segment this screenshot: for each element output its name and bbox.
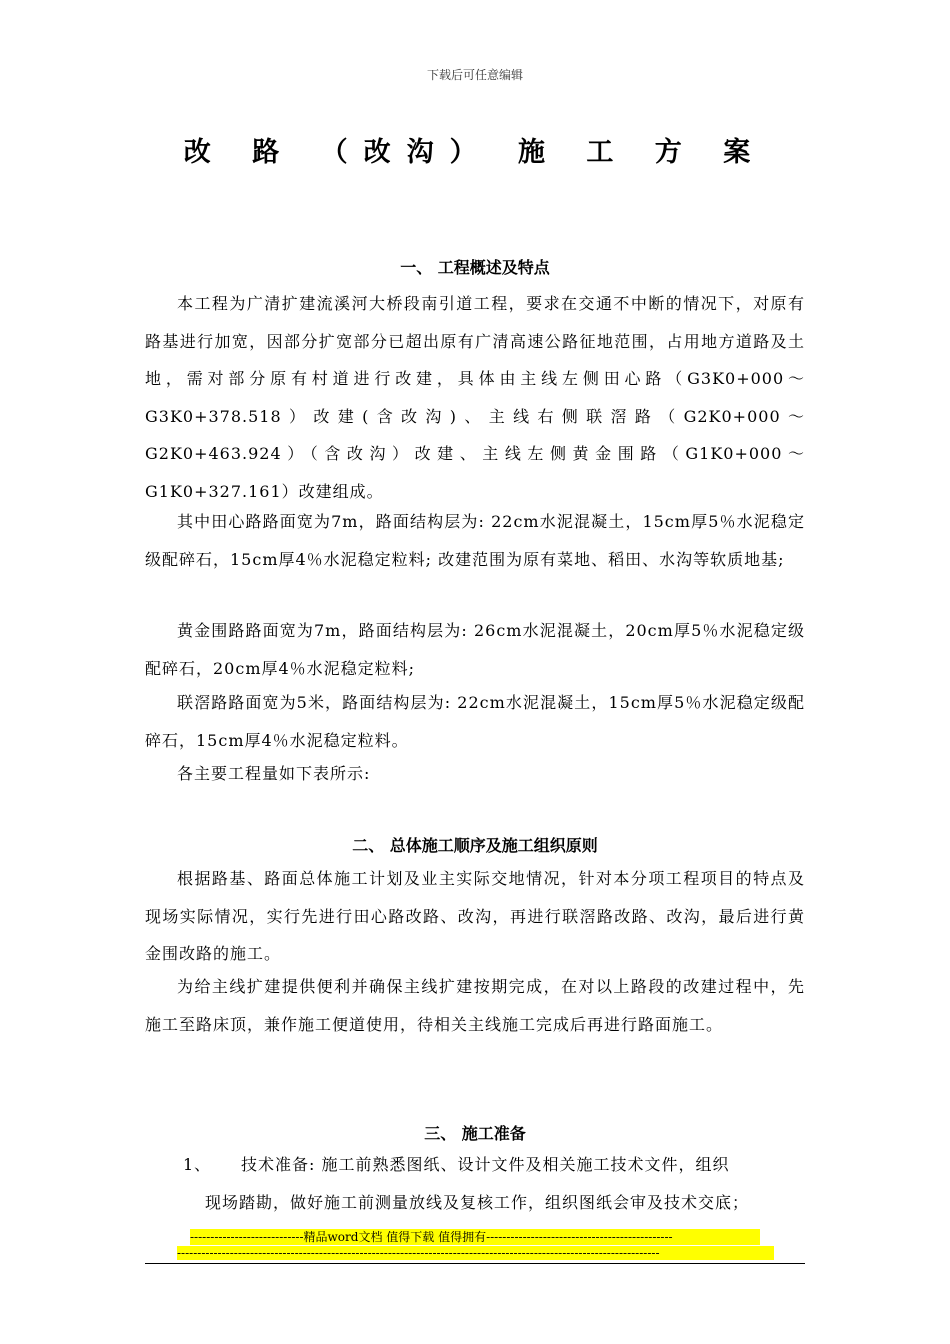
document-title: 改 路 （改沟） 施 工 方 案 [183,137,767,168]
paragraph-tianxin-road: 其中田心路路面宽为7m，路面结构层为: 22cm水泥混凝土，15cm厚5％水泥稳定级配碎石，15cm厚4％水泥稳定粒料; 改建范围为原有菜地、稻田、水沟等软质地基; [145,512,805,569]
section-heading-1: 一、 工程概述及特点 [400,258,550,277]
paragraph-huangjinwei-road: 黄金围路路面宽为7m，路面结构层为: 26cm水泥混凝土，20cm厚5％水泥稳定级配碎石，20cm厚4％水泥稳定粒料; [145,621,805,678]
footer-highlight-line-2: ----------------------------------------------------------------------------------------------------------------------- [177,1246,774,1260]
paragraph-lianjiao-road: 联滘路路面宽为5米，路面结构层为: 22cm水泥混凝土，15cm厚5％水泥稳定级配碎石，15cm厚4％水泥稳定粒料。 [145,693,805,750]
paragraph-overview: 本工程为广清扩建流溪河大桥段南引道工程，要求在交通不中断的情况下，对原有路基进行加宽，因部分扩宽部分已超出原有广清高速公路征地范围，占用地方道路及土地，需对部分原有村道进行改建，具体由主线左侧田心路（G3K0+000～G3K0+378.518）改建(含改沟)、主线右侧联滘路（G2K0+000～G2K0+463.924）（含改沟）改建、主线左侧黄金围路（G1K0+000～G1K0+327.161）改建组成。 [145,294,805,501]
section-heading-2: 二、 总体施工顺序及施工组织原则 [352,836,598,855]
paragraph-quantities-intro: 各主要工程量如下表所示: [177,764,371,783]
paragraph-construction-order: 根据路基、路面总体施工计划及业主实际交地情况，针对本分项工程项目的特点及现场实际情况，实行先进行田心路改路、改沟，再进行联滘路改路、改沟，最后进行黄金围改路的施工。 [145,869,805,963]
list-item-first-line: 技术准备: 施工前熟悉图纸、设计文件及相关施工技术文件，组织 [241,1155,730,1174]
header-note: 下载后可任意编辑 [426,68,523,82]
list-item-technical-preparation [145,1146,815,1221]
list-item-continuation: 现场踏勘，做好施工前测量放线及复核工作，组织图纸会审及技术交底； [205,1192,750,1212]
list-item-number: 1、 [183,1155,212,1174]
footer-rule [145,1263,805,1264]
footer-highlight-line-1: ----------------------------精品word文档 值得下载 值得拥有---------------------------------------------- [190,1229,760,1245]
section-heading-3: 三、 施工准备 [424,1124,526,1143]
paragraph-construction-principle: 为给主线扩建提供便利并确保主线扩建按期完成，在对以上路段的改建过程中，先施工至路床顶，兼作施工便道使用，待相关主线施工完成后再进行路面施工。 [145,977,805,1034]
